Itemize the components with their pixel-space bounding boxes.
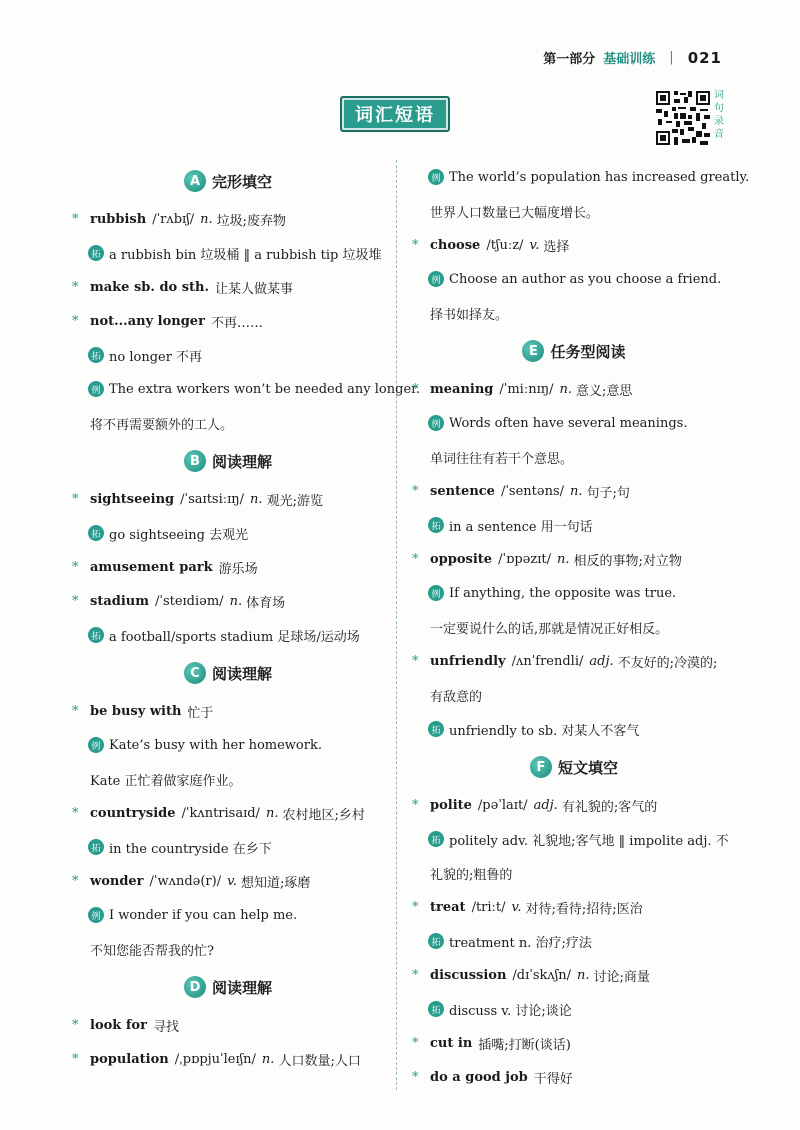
meaning: 句子;句: [586, 485, 630, 501]
example-line: [68, 728, 388, 762]
phonetic: /ˈwʌndə(r)/: [149, 873, 222, 889]
phonetic: /ˌpɒpjuˈleɪʃn/: [174, 1051, 256, 1067]
line-text: If anything, the opposite was true.: [449, 585, 677, 601]
section-heading: [68, 656, 388, 690]
meaning: 选择: [543, 239, 570, 255]
section-heading: [408, 334, 740, 368]
vocab-entry: [68, 550, 388, 584]
vocab-entry: [408, 1060, 740, 1094]
extension-line: [408, 822, 740, 856]
example-icon: 例: [88, 381, 104, 397]
vocab-entry: [68, 304, 388, 338]
phonetic: /ʌnˈfrendli/: [511, 653, 584, 669]
vocab-term: * look for: [90, 1017, 147, 1033]
part-of-speech: adj.: [589, 653, 614, 669]
qr-label: [714, 89, 728, 141]
example-icon: 例: [88, 737, 104, 753]
example-line: [408, 406, 740, 440]
part-of-speech: v.: [529, 237, 540, 253]
example-line: [408, 576, 740, 610]
translation-line: 礼貌的;粗鲁的: [430, 867, 513, 883]
extension-icon: 拓: [88, 839, 104, 855]
meaning: 干得好: [533, 1071, 573, 1087]
extension-line: [68, 338, 388, 372]
line-text: in the countryside 在乡下: [109, 841, 272, 857]
section-letter-badge: F: [530, 756, 552, 778]
vocab-entry: [408, 958, 740, 992]
part-of-speech: n.: [261, 1051, 275, 1067]
line-text: unfriendly to sb. 对某人不客气: [449, 723, 640, 739]
section-heading: [408, 750, 740, 784]
meaning: 忙于: [187, 705, 214, 721]
meaning: 人口数量;人口: [278, 1053, 361, 1069]
example-icon: 例: [428, 585, 444, 601]
extension-line: [68, 516, 388, 550]
translation-line: 一定要说什么的话,那就是情况正好相反。: [430, 621, 669, 637]
section-title: 任务型阅读: [550, 342, 626, 361]
qr-label-char: 句: [714, 103, 724, 114]
line-text: a rubbish bin 垃圾桶 ‖ a rubbish tip 垃圾堆: [109, 247, 382, 263]
extension-icon: 拓: [88, 627, 104, 643]
phonetic: /ˈsteɪdiəm/: [154, 593, 224, 609]
qr-code-icon[interactable]: [654, 89, 712, 147]
meaning: 让某人做某事: [215, 281, 294, 297]
vocab-entry: [408, 1026, 740, 1060]
vocab-term: * treat: [430, 899, 466, 915]
column-divider: [396, 160, 397, 1090]
phonetic: /ˈsentəns/: [500, 483, 565, 499]
vocab-entry: [408, 372, 740, 406]
phonetic: /ˈsaɪtsiːɪŋ/: [180, 491, 245, 507]
meaning: 讨论;商量: [593, 969, 650, 985]
part-of-speech: n.: [250, 491, 263, 507]
extension-icon: 拓: [428, 517, 444, 533]
phonetic: /dɪˈskʌʃn/: [512, 967, 572, 983]
example-line: [68, 372, 421, 406]
vocab-entry: [408, 474, 740, 508]
extension-line: [68, 236, 388, 270]
translation-line: Kate 正忙着做家庭作业。: [90, 773, 242, 789]
meaning: 对待;看待;招待;医治: [525, 901, 643, 917]
vocab-term: * discussion: [430, 967, 507, 983]
vocab-term: * rubbish: [90, 211, 147, 227]
vocab-entry: [68, 864, 388, 898]
meaning: 观光;游览: [266, 493, 323, 509]
vocab-term: * do a good job: [430, 1069, 528, 1085]
vocab-term: * stadium: [90, 593, 149, 609]
part-of-speech: n.: [229, 593, 243, 609]
line-text: I wonder if you can help me.: [109, 907, 298, 923]
vocab-entry: [68, 796, 388, 830]
meaning: 意义;意思: [576, 383, 633, 399]
phonetic: /pəˈlaɪt/: [477, 797, 528, 813]
section-letter-badge: B: [184, 450, 206, 472]
line-text: Words often have several meanings.: [449, 415, 688, 431]
qr-label-char: 录: [714, 116, 724, 127]
vocab-entry: [68, 1042, 388, 1076]
vocab-term: * not...any longer: [90, 313, 205, 329]
vocab-term: * make sb. do sth.: [90, 279, 210, 295]
extension-icon: 拓: [88, 525, 104, 541]
extension-line: [408, 508, 740, 542]
part-of-speech: n.: [559, 381, 573, 397]
vocab-entry: [408, 542, 740, 576]
vocab-entry: [68, 584, 388, 618]
vocab-term: * sightseeing: [90, 491, 175, 507]
vocab-term: * amusement park: [90, 559, 213, 575]
example-icon: 例: [428, 271, 444, 287]
extension-icon: 拓: [428, 721, 444, 737]
phonetic: /ˈmiːnɪŋ/: [499, 381, 554, 397]
vocab-term: * polite: [430, 797, 472, 813]
part-of-speech: v.: [511, 899, 522, 915]
phonetic: /tʃuːz/: [486, 237, 524, 253]
section-heading: [68, 164, 388, 198]
meaning: 不友好的;冷漠的;: [617, 655, 718, 671]
meaning: 游乐场: [218, 561, 258, 577]
section-letter-badge: A: [184, 170, 206, 192]
page-number: 021: [687, 48, 722, 67]
meaning: 不再……: [210, 315, 263, 331]
vocab-term: * countryside: [90, 805, 176, 821]
vocab-entry: [408, 890, 740, 924]
meaning: 有礼貌的;客气的: [561, 799, 658, 815]
page-title: 词汇短语: [340, 96, 450, 132]
part-of-speech: n.: [556, 551, 570, 567]
part-of-speech: adj.: [533, 797, 558, 813]
phonetic: /triːt/: [471, 899, 506, 915]
vocab-entry: [68, 482, 388, 516]
translation-line: 不知您能否帮我的忙?: [90, 943, 214, 959]
vocab-term: * unfriendly: [430, 653, 506, 669]
section-letter-badge: E: [522, 340, 544, 362]
section-heading: [68, 970, 388, 1004]
extension-line: [408, 924, 740, 958]
example-line: [408, 160, 750, 194]
translation-line: 单词往往有若干个意思。: [430, 451, 574, 467]
header-separator: |: [669, 50, 674, 65]
vocab-term: * be busy with: [90, 703, 182, 719]
line-text: Kate’s busy with her homework.: [109, 737, 322, 753]
right-column: [408, 160, 750, 1094]
vocab-entry: [408, 788, 740, 822]
section-title: 阅读理解: [211, 452, 272, 471]
section-title: 阅读理解: [211, 664, 272, 683]
line-text: in a sentence 用一句话: [449, 519, 593, 535]
translation-line: 世界人口数量已大幅度增长。: [430, 205, 600, 221]
section-letter-badge: D: [184, 976, 206, 998]
section-label: 基础训练: [603, 52, 656, 67]
phonetic: /ˈrʌbɪʃ/: [152, 211, 195, 227]
line-text: The extra workers won’t be needed any longer.: [109, 381, 421, 397]
translation-line: 择书如择友。: [430, 307, 509, 323]
line-text: discuss v. 讨论;谈论: [449, 1003, 572, 1019]
vocab-term: * opposite: [430, 551, 493, 567]
qr-label-char: 词: [714, 90, 724, 101]
meaning: 农村地区;乡村: [282, 807, 365, 823]
page-title-banner: [340, 96, 450, 132]
part-label: 第一部分: [543, 52, 596, 67]
meaning: 想知道;琢磨: [241, 875, 311, 891]
extension-icon: 拓: [88, 245, 104, 261]
meaning: 相反的事物;对立物: [573, 553, 682, 569]
vocab-entry: [408, 644, 740, 678]
extension-icon: 拓: [428, 831, 444, 847]
line-text: politely adv. 礼貌地;客气地 ‖ impolite adj. 不: [449, 833, 729, 849]
part-of-speech: n.: [577, 967, 590, 983]
vocab-entry: [68, 694, 388, 728]
vocab-term: * choose: [430, 237, 481, 253]
extension-line: [68, 618, 388, 652]
vocab-term: * wonder: [90, 873, 144, 889]
meaning: 寻找: [152, 1019, 179, 1035]
line-text: go sightseeing 去观光: [109, 527, 249, 543]
phonetic: /ˈkʌntrisaɪd/: [181, 805, 260, 821]
extension-line: [408, 992, 740, 1026]
line-text: treatment n. 治疗;疗法: [449, 935, 592, 951]
section-heading: [68, 444, 388, 478]
example-icon: 例: [428, 415, 444, 431]
extension-icon: 拓: [428, 1001, 444, 1017]
vocab-entry: [408, 228, 740, 262]
part-of-speech: n.: [570, 483, 583, 499]
section-letter-badge: C: [184, 662, 206, 684]
left-column: [68, 160, 421, 1076]
extension-line: [408, 712, 740, 746]
phonetic: /ˈɒpəzɪt/: [498, 551, 551, 567]
part-of-speech: v.: [227, 873, 238, 889]
qr-label-char: 音: [714, 129, 724, 140]
extension-icon: 拓: [428, 933, 444, 949]
section-title: 完形填空: [211, 172, 272, 191]
line-text: Choose an author as you choose a friend.: [449, 271, 722, 287]
part-of-speech: n.: [200, 211, 213, 227]
vocab-entry: [68, 1008, 388, 1042]
translation-line: 有敌意的: [430, 689, 483, 705]
vocab-term: * sentence: [430, 483, 495, 499]
vocab-entry: [68, 202, 388, 236]
vocab-term: * population: [90, 1051, 169, 1067]
translation-line: 将不再需要额外的工人。: [90, 417, 234, 433]
vocab-term: * cut in: [430, 1035, 473, 1051]
vocab-entry: [68, 270, 388, 304]
example-line: [408, 262, 740, 296]
extension-line: [68, 830, 388, 864]
extension-icon: 拓: [88, 347, 104, 363]
page-header: [543, 48, 722, 67]
meaning: 插嘴;打断(谈话): [478, 1037, 571, 1053]
part-of-speech: n.: [265, 805, 279, 821]
meaning: 体育场: [246, 595, 286, 611]
line-text: no longer 不再: [109, 349, 203, 365]
line-text: The world’s population has increased greatly.: [449, 169, 750, 185]
example-icon: 例: [88, 907, 104, 923]
vocab-term: * meaning: [430, 381, 494, 397]
example-icon: 例: [428, 169, 444, 185]
meaning: 垃圾;废弃物: [216, 213, 287, 229]
section-title: 阅读理解: [211, 978, 272, 997]
section-title: 短文填空: [557, 758, 618, 777]
example-line: [68, 898, 388, 932]
line-text: a football/sports stadium 足球场/运动场: [109, 629, 360, 645]
